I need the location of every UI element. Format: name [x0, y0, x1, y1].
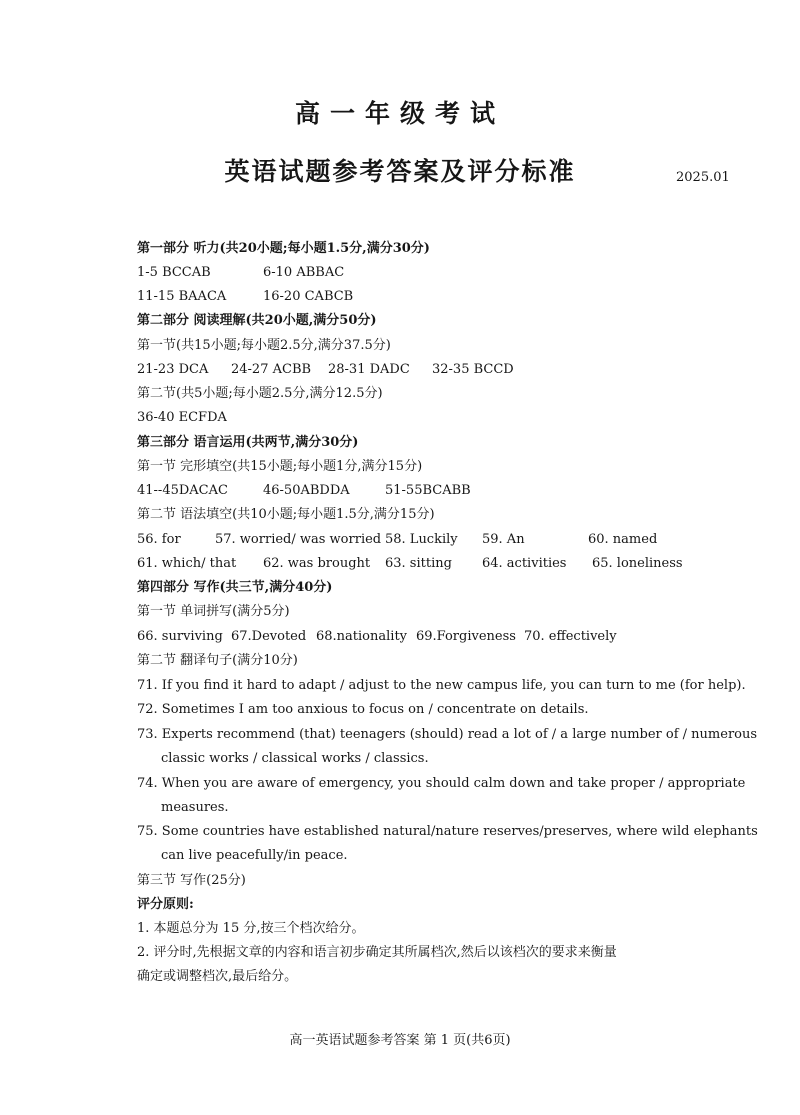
part4-section1-heading: 第一节 单词拼写(满分5分)	[137, 604, 290, 619]
answer-group: 21-23 DCA	[137, 362, 209, 377]
part2-heading: 第二部分 阅读理解(共20小题,满分50分)	[137, 313, 377, 328]
answer-item: 61. which/ that	[137, 556, 237, 571]
translation-73: 73. Experts recommend (that) teenagers (should) read a lot of / a large number of / numerous	[137, 727, 758, 742]
answer-item: 66. surviving	[137, 629, 223, 644]
answer-item: 65. loneliness	[592, 556, 683, 571]
answer-group: 41--45DACAC	[137, 483, 228, 498]
part3-section1-heading: 第一节 完形填空(共15小题;每小题1分,满分15分)	[137, 459, 423, 474]
scoring-principles-heading: 评分原则:	[137, 897, 194, 912]
answer-group: 6-10 ABBAC	[263, 265, 345, 280]
part2-section1-heading: 第一节(共15小题;每小题2.5分,满分37.5分)	[137, 338, 391, 353]
answer-item: 58. Luckily	[385, 532, 458, 547]
answer-group: 16-20 CABCB	[263, 289, 354, 304]
answer-group: 28-31 DADC	[328, 362, 410, 377]
scoring-principle-2: 2. 评分时,先根据文章的内容和语言初步确定其所属档次,然后以该档次的要求来衡量	[137, 945, 617, 960]
answer-item: 60. named	[588, 532, 658, 547]
part1-heading: 第一部分 听力(共20小题;每小题1.5分,满分30分)	[137, 241, 430, 256]
part3-heading: 第三部分 语言运用(共两节,满分30分)	[137, 435, 359, 450]
scoring-principle-1: 1. 本题总分为 15 分,按三个档次给分。	[137, 921, 365, 936]
translation-71: 71. If you find it hard to adapt / adjust to the new campus life, you can turn to me (for help).	[137, 678, 746, 693]
part4-heading: 第四部分 写作(共三节,满分40分)	[137, 580, 333, 595]
scoring-principle-2-continued: 确定或调整档次,最后给分。	[137, 969, 298, 984]
answer-item: 63. sitting	[385, 556, 452, 571]
answer-item: 70. effectively	[524, 629, 617, 644]
part2-section2-heading: 第二节(共5小题;每小题2.5分,满分12.5分)	[137, 386, 383, 401]
answer-group: 1-5 BCCAB	[137, 265, 211, 280]
answer-group: 24-27 ACBB	[231, 362, 312, 377]
answer-group: 51-55BCABB	[385, 483, 471, 498]
part4-section2-heading: 第二节 翻译句子(满分10分)	[137, 653, 298, 668]
translation-75: 75. Some countries have established natural/nature reserves/preserves, where wild elephants	[137, 824, 758, 839]
answer-item: 67.Devoted	[231, 629, 307, 644]
exam-title: 高一年级考试	[294, 99, 505, 128]
answer-item: 59. An	[482, 532, 525, 547]
part3-section2-heading: 第二节 语法填空(共10小题;每小题1.5分,满分15分)	[137, 507, 435, 522]
answer-item: 62. was brought	[263, 556, 371, 571]
part2-section2-answers: 36-40 ECFDA	[137, 410, 227, 425]
answer-item: 56. for	[137, 532, 181, 547]
answer-group: 11-15 BAACA	[137, 289, 227, 304]
translation-75-continued: can live peacefully/in peace.	[161, 848, 348, 863]
document-subtitle: 英语试题参考答案及评分标准	[224, 157, 576, 186]
part4-section3-heading: 第三节 写作(25分)	[137, 873, 246, 888]
answer-item: 68.nationality	[316, 629, 408, 644]
answer-item: 64. activities	[482, 556, 567, 571]
translation-73-continued: classic works / classical works / classics.	[161, 751, 429, 766]
answer-group: 46-50ABDDA	[263, 483, 350, 498]
document-date: 2025.01	[676, 170, 730, 185]
page-footer: 高一英语试题参考答案 第 1 页(共6页)	[289, 1033, 511, 1048]
answer-group: 32-35 BCCD	[432, 362, 514, 377]
answer-item: 69.Forgiveness	[416, 629, 516, 644]
translation-74-continued: measures.	[161, 800, 229, 815]
translation-74: 74. When you are aware of emergency, you should calm down and take proper / appropriate	[137, 776, 746, 791]
translation-72: 72. Sometimes I am too anxious to focus on / concentrate on details.	[137, 702, 589, 717]
answer-item: 57. worried/ was worried	[215, 532, 382, 547]
